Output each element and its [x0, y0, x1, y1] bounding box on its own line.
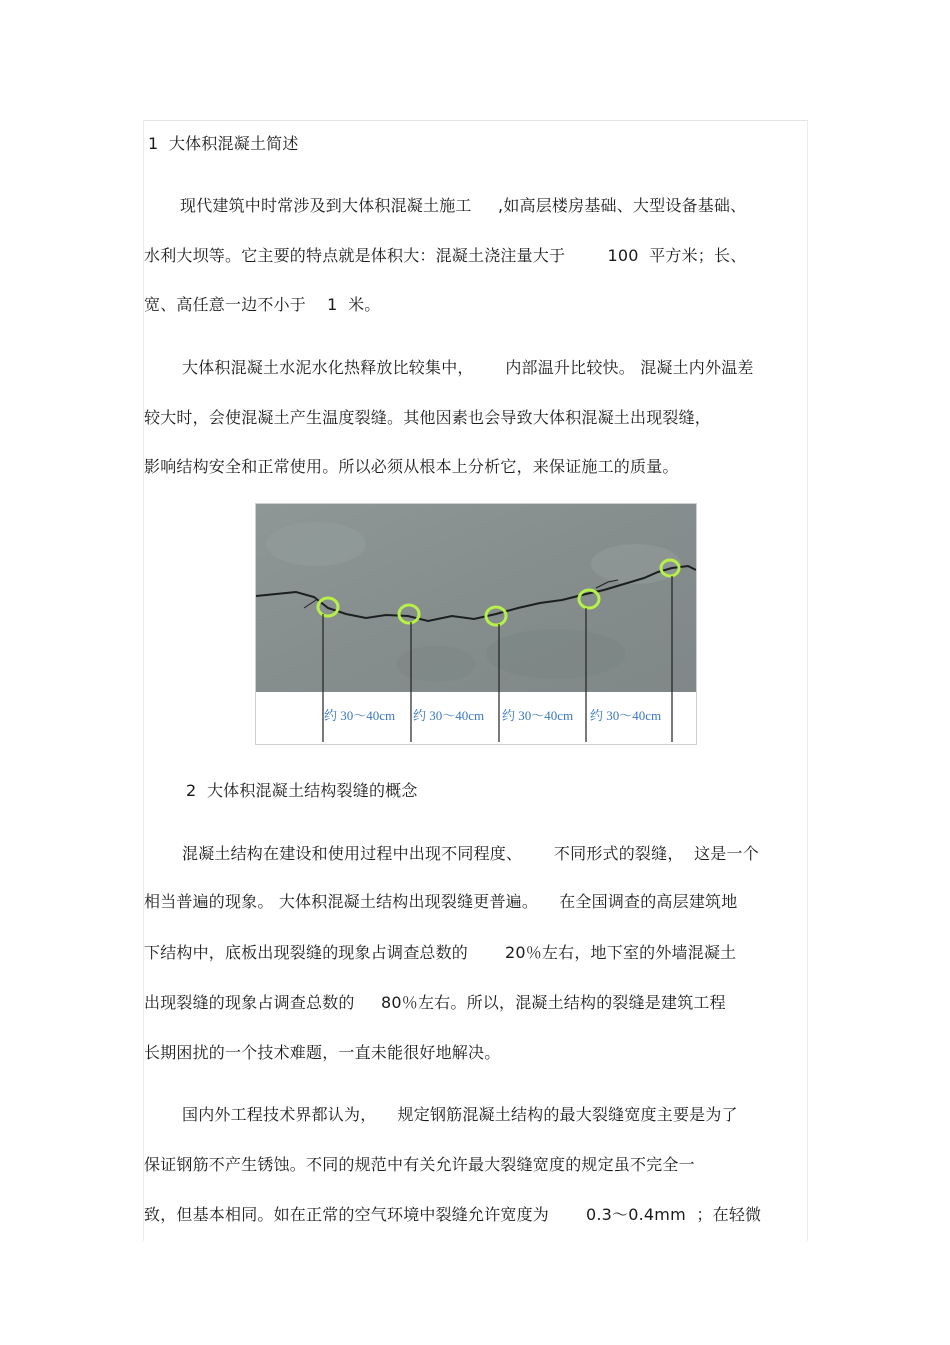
s2-p1-line2: 相当普遍的现象。 大体积混凝土结构出现裂缝更普遍。 在全国调查的高层建筑地: [144, 892, 738, 911]
s1-p1-line1: 现代建筑中时常涉及到大体积混凝土施工 ,如高层楼房基础、大型设备基础、: [180, 196, 747, 215]
span-label-3: 约 30～40cm: [502, 708, 574, 723]
s2-p1-line3: 下结构中，底板出现裂缝的现象占调查总数的 20％左右，地下室的外墙混凝土: [144, 943, 737, 962]
s2-p1-line4: 出现裂缝的现象占调查总数的 80％左右。所以，混凝土结构的裂缝是建筑工程: [144, 993, 726, 1012]
s1-p1-line2: 水利大坝等。它主要的特点就是体积大：混凝土浇注量大于 100 平方米；长、: [144, 246, 747, 265]
s2-p1-line1: 混凝土结构在建设和使用过程中出现不同程度、 不同形式的裂缝， 这是一个: [182, 844, 759, 863]
s1-p2-line3: 影响结构安全和正常使用。所以必须从根本上分析它，来保证施工的质量。: [144, 457, 679, 476]
crack-photo: [255, 503, 697, 745]
section-1-heading: 1 大体积混凝土简述: [148, 134, 299, 153]
s2-p1-line5: 长期困扰的一个技术难题，一直未能很好地解决。: [144, 1043, 501, 1062]
crack-diagram: [256, 504, 696, 744]
s2-p2-line3: 致，但基本相同。如在正常的空气环境中裂缝允许宽度为 0.3～0.4mm ；在轻微: [144, 1205, 762, 1224]
s2-p2-line2: 保证钢筋不产生锈蚀。不同的规范中有关允许最大裂缝宽度的规定虽不完全一: [144, 1155, 695, 1174]
span-label-4: 约 30～40cm: [590, 708, 662, 723]
span-label-1: 约 30～40cm: [324, 708, 396, 723]
section-2-heading: 2 大体积混凝土结构裂缝的概念: [186, 781, 418, 800]
span-label-2: 约 30～40cm: [413, 708, 485, 723]
s1-p1-line3: 宽、高任意一边不小于 1 米。: [144, 295, 381, 314]
s1-p2-line1: 大体积混凝土水泥水化热释放比较集中， 内部温升比较快。 混凝土内外温差: [182, 358, 754, 377]
s1-p2-line2: 较大时，会使混凝土产生温度裂缝。其他因素也会导致大体积混凝土出现裂缝，: [144, 408, 712, 427]
s2-p2-line1: 国内外工程技术界都认为， 规定钢筋混凝土结构的最大裂缝宽度主要是为了: [182, 1105, 738, 1124]
